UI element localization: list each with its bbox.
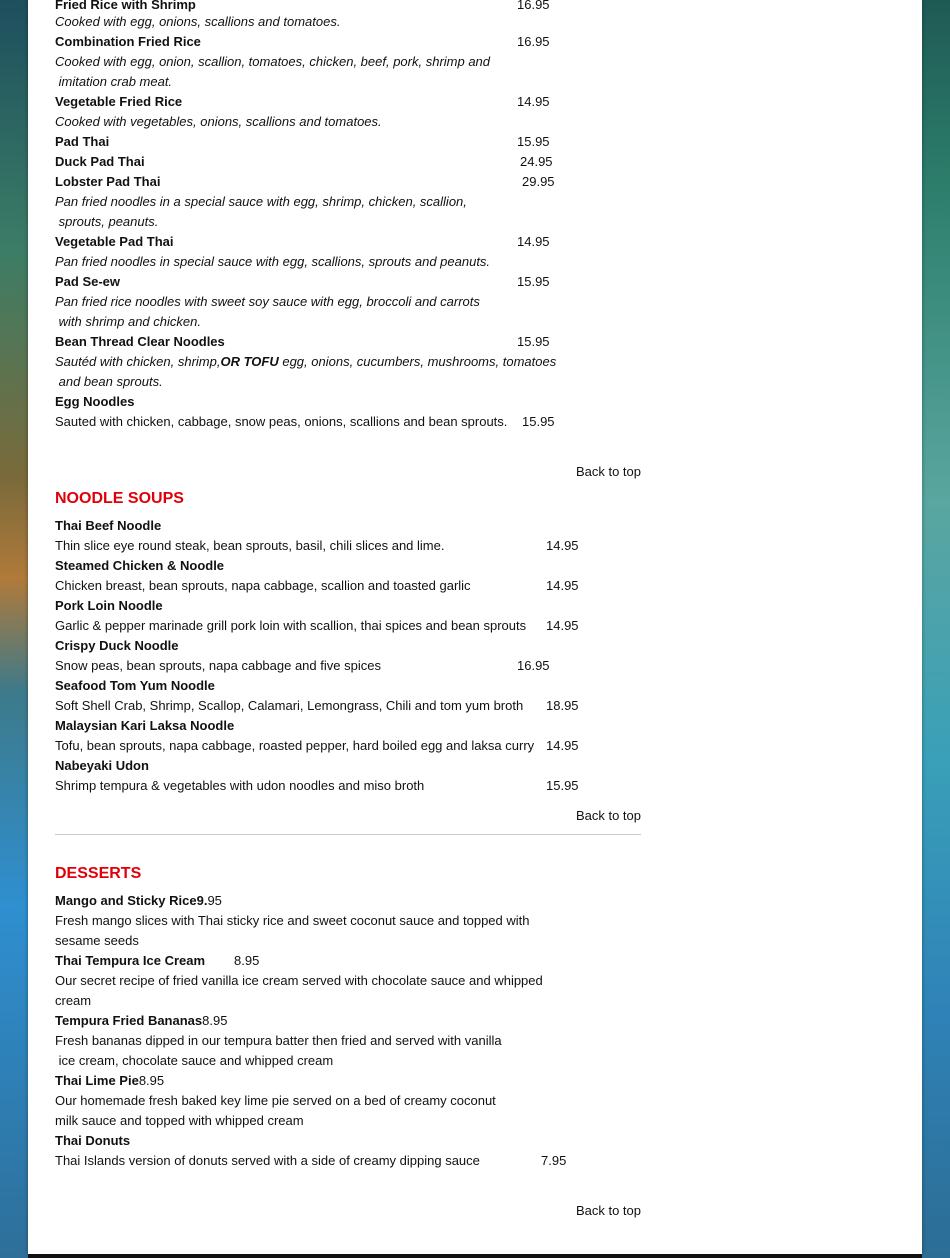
item-description: Snow peas, bean sprouts, napa cabbage and five spices [55, 658, 381, 673]
item-price: 24.95 [520, 154, 553, 169]
item-price: 15.95 [546, 778, 579, 793]
item-description: Our homemade fresh baked key lime pie served on a bed of creamy coconut [55, 1093, 496, 1108]
item-price: 7.95 [541, 1153, 567, 1168]
item-price: 14.95 [517, 94, 550, 109]
item-name: Pad Se-ew [55, 274, 121, 289]
item-name: Lobster Pad Thai [55, 174, 161, 189]
item-name: Egg Noodles [55, 394, 135, 409]
item-description: sesame seeds [55, 933, 139, 948]
item-name: Pork Loin Noodle [55, 598, 163, 613]
item-price: 14.95 [546, 578, 579, 593]
item-description: imitation crab meat. [55, 74, 173, 89]
item-description: Fresh mango slices with Thai sticky rice and sweet coconut sauce and topped with [55, 913, 530, 928]
item-name: Thai Donuts [55, 1133, 131, 1148]
item-price: 8.95 [234, 953, 260, 968]
desc-part: egg, onions, cucumbers, mushrooms, tomatoes [278, 354, 557, 369]
item-name: Malaysian Kari Laksa Noodle [55, 718, 235, 733]
item-name: Vegetable Fried Rice [55, 94, 183, 109]
item-description: cream [55, 993, 92, 1008]
item-name: Combination Fried Rice [55, 34, 201, 49]
item-price: 29.95 [522, 174, 555, 189]
item-name: Duck Pad Thai [55, 154, 145, 169]
section-divider [55, 834, 641, 835]
item-price: 16.95 [517, 34, 550, 49]
background-scenery-right [922, 0, 950, 1258]
item-name: Pad Thai [55, 134, 110, 149]
item-price: 18.95 [546, 698, 579, 713]
item-price: 95 [207, 893, 222, 908]
section-title-desserts: DESSERTS [55, 865, 142, 882]
item-price: 15.95 [522, 414, 555, 429]
item-description: Tofu, bean sprouts, napa cabbage, roasted pepper, hard boiled egg and laksa curry [55, 738, 535, 753]
back-to-top-link[interactable]: Back to top [575, 808, 641, 823]
item-name: Thai Lime Pie [55, 1073, 139, 1088]
item-price: 14.95 [546, 538, 579, 553]
item-line [55, 1071, 164, 1091]
item-description: Pan fried rice noodles with sweet soy sauce with egg, broccoli and carrots [55, 294, 480, 309]
item-price: 16.95 [517, 658, 550, 673]
item-name: Seafood Tom Yum Noodle [55, 678, 215, 693]
item-description: Thai Islands version of donuts served with a side of creamy dipping sauce [55, 1153, 480, 1168]
item-description: sprouts, peanuts. [55, 214, 159, 229]
item-line [55, 891, 222, 911]
item-name: Thai Beef Noodle [55, 518, 162, 533]
item-price: 14.95 [517, 234, 550, 249]
item-name: Mango and Sticky Rice9. [55, 893, 208, 908]
item-price: 14.95 [546, 618, 579, 633]
background-scenery-left [0, 0, 30, 1258]
back-to-top-link[interactable]: Back to top [575, 1203, 641, 1218]
item-description: Our secret recipe of fried vanilla ice cream served with chocolate sauce and whipped [55, 973, 543, 988]
item-description: Fresh bananas dipped in our tempura batter then fried and served with vanilla [55, 1033, 502, 1048]
item-description: Pan fried noodles in special sauce with egg, scallions, sprouts and peanuts. [55, 254, 491, 269]
page-bottom-bar [28, 1254, 922, 1258]
item-name: Vegetable Pad Thai [55, 234, 174, 249]
item-name: Nabeyaki Udon [55, 758, 149, 773]
item-name: Bean Thread Clear Noodles [55, 334, 225, 349]
item-name: Crispy Duck Noodle [55, 638, 179, 653]
item-description: milk sauce and topped with whipped cream [55, 1113, 304, 1128]
item-description [55, 352, 556, 372]
item-name: Thai Tempura Ice Cream [55, 953, 206, 968]
item-description: Cooked with egg, onion, scallion, tomatoes, chicken, beef, pork, shrimp and [55, 54, 491, 69]
item-description: Sauted with chicken, cabbage, snow peas, onions, scallions and bean sprouts. [55, 414, 508, 429]
item-line [55, 1011, 227, 1031]
item-price: 16.95 [517, 0, 550, 12]
item-description: with shrimp and chicken. [55, 314, 201, 329]
item-description: Garlic & pepper marinade grill pork loin with scallion, thai spices and bean sprouts [55, 618, 527, 633]
item-name: Fried Rice with Shrimp [55, 0, 196, 12]
back-to-top-link[interactable]: Back to top [575, 464, 641, 479]
item-name: Tempura Fried Bananas [55, 1013, 203, 1028]
item-price: 15.95 [517, 134, 550, 149]
item-price: 14.95 [546, 738, 579, 753]
menu-page [28, 0, 922, 1254]
item-description: Cooked with vegetables, onions, scallions and tomatoes. [55, 114, 382, 129]
item-price: 15.95 [517, 274, 550, 289]
item-price: 15.95 [517, 334, 550, 349]
desc-part: Sautéd with chicken, shrimp, [55, 354, 221, 369]
item-description: Chicken breast, bean sprouts, napa cabbage, scallion and toasted garlic [55, 578, 471, 593]
section-title-noodle-soups: NOODLE SOUPS [55, 490, 184, 507]
item-price: 8.95 [202, 1013, 228, 1028]
item-description: ice cream, chocolate sauce and whipped cream [55, 1053, 334, 1068]
item-name: Steamed Chicken & Noodle [55, 558, 225, 573]
item-description: Thin slice eye round steak, bean sprouts, basil, chili slices and lime. [55, 538, 445, 553]
item-description: Soft Shell Crab, Shrimp, Scallop, Calamari, Lemongrass, Chili and tom yum broth [55, 698, 524, 713]
item-description: Pan fried noodles in a special sauce with egg, shrimp, chicken, scallion, [55, 194, 467, 209]
item-description: Shrimp tempura & vegetables with udon noodles and miso broth [55, 778, 425, 793]
tofu-option: OR TOFU [220, 354, 279, 369]
item-description: Cooked with egg, onions, scallions and tomatoes. [55, 14, 341, 29]
item-description: and bean sprouts. [55, 374, 163, 389]
item-price: 8.95 [138, 1073, 165, 1088]
